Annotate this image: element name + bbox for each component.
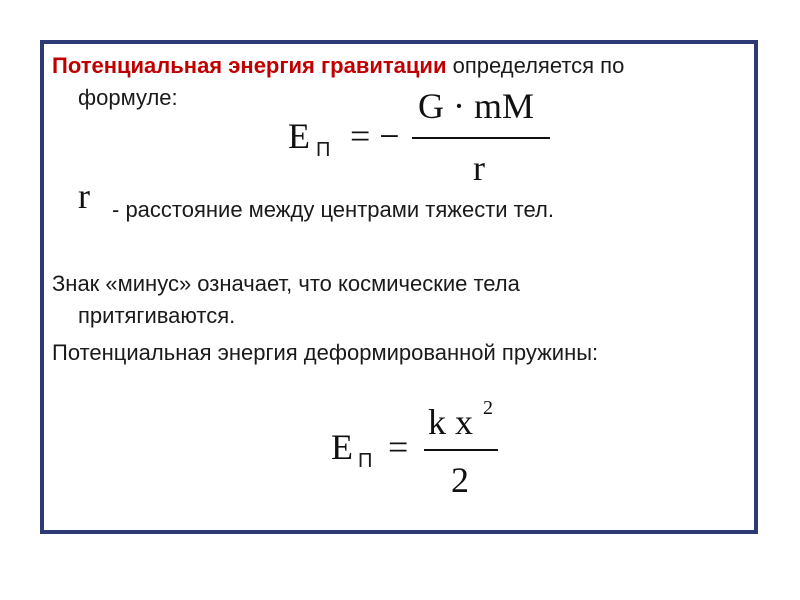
minus-explanation-line1: Знак «минус» означает, что космические тела xyxy=(52,271,520,296)
formula2-equals: = xyxy=(388,427,409,467)
formula1-fraction-bar xyxy=(412,137,550,139)
formula2-exponent: 2 xyxy=(483,397,493,419)
formula2-numerator: k x xyxy=(428,402,473,442)
intro-line-rest: определяется по xyxy=(446,53,625,78)
formula1-numerator: G · mM xyxy=(418,86,534,126)
formula2-denominator: 2 xyxy=(451,460,469,500)
minus-explanation-line2: притягиваются. xyxy=(78,303,236,328)
r-description: - расстояние между центрами тяжести тел. xyxy=(112,197,554,222)
spring-energy-line: Потенциальная энергия деформированной пружины: xyxy=(52,340,599,365)
formula-label: формуле: xyxy=(78,85,178,110)
formula1-E: E xyxy=(288,116,310,156)
formula2-E: E xyxy=(331,427,353,467)
r-symbol: r xyxy=(78,176,90,216)
formula2-subscript: П xyxy=(358,450,373,472)
formula1-denominator: r xyxy=(473,148,485,188)
formula1-equals-minus: = − xyxy=(350,116,400,156)
gravity-energy-highlight: Потенциальная энергия гравитации xyxy=(52,53,447,78)
formula1-subscript: П xyxy=(316,139,331,161)
formula2-fraction-bar xyxy=(424,449,498,451)
intro-line xyxy=(52,55,624,77)
